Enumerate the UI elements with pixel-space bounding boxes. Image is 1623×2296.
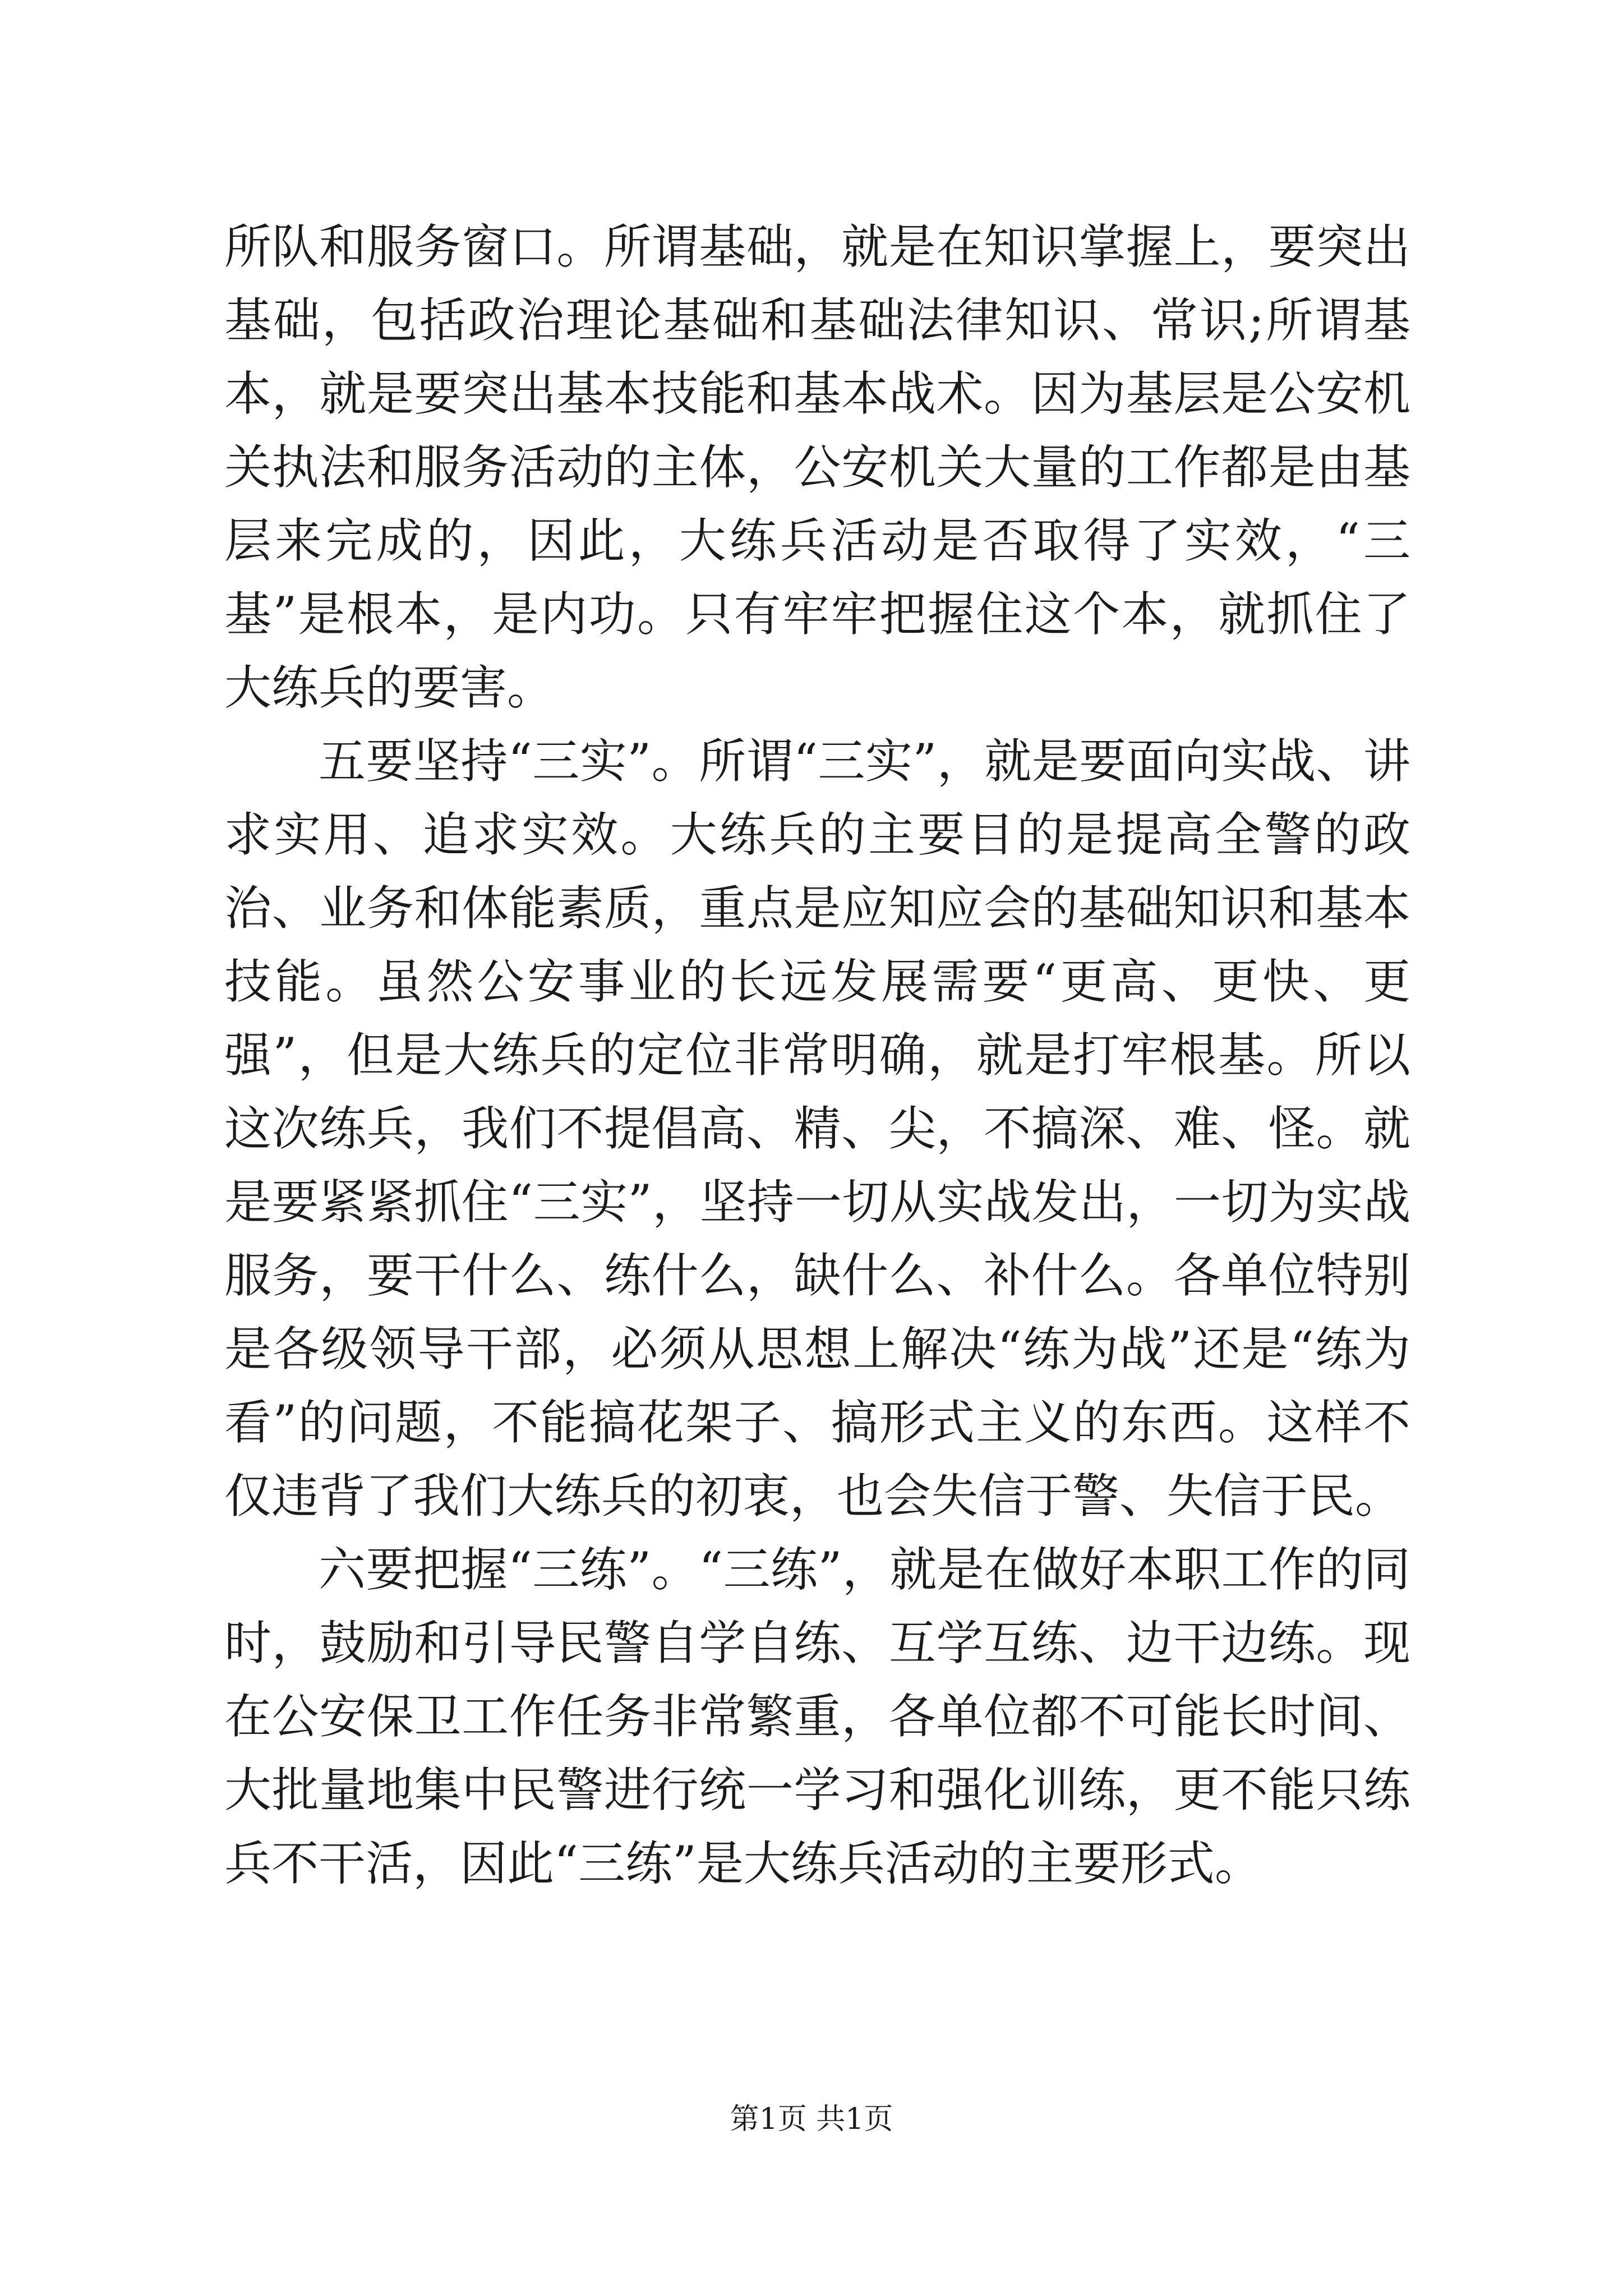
paragraph-five-three-shi: 五要坚持“三实”。所谓“三实”，就是要面向实战、讲求实用、追求实效。大练兵的主要目的是提高全警的政治、业务和体能素质，重点是应知应会的基础知识和基本技能。虽然公安事业的长远发展需要“更高、更快、更强”，但是大练兵的定位非常明确，就是打牢根基。所以这次练兵，我们不提倡高、精、尖，不搞深、难、怪。就是要紧紧抓住“三实”，坚持一切从实战发出，一切为实战服务，要干什么、练什么，缺什么、补什么。各单位特别是各级领导干部，必须从思想上解决“练为战”还是“练为看”的问题，不能搞花架子、搞形式主义的东西。这样不仅违背了我们大练兵的初衷，也会失信于警、失信于民。 xyxy=(224,734,1410,1524)
document-body xyxy=(224,210,1410,1901)
paragraph-continued: 所队和服务窗口。所谓基础，就是在知识掌握上，要突出基础，包括政治理论基础和基础法律知识、常识;所谓基本，就是要突出基本技能和基本战术。因为基层是公安机关执法和服务活动的主体，公安机关大量的工作都是由基层来完成的，因此，大练兵活动是否取得了实效，“三基”是根本，是内功。只有牢牢把握住这个本，就抓住了大练兵的要害。 xyxy=(224,219,1410,715)
page-footer: 第1页 共1页 xyxy=(730,2102,893,2136)
paragraph-six-three-lian: 六要把握“三练”。“三练”，就是在做好本职工作的同时，鼓励和引导民警自学自练、互学互练、边干边练。现在公安保卫工作任务非常繁重，各单位都不可能长时间、大批量地集中民警进行统一学习和强化训练，更不能只练兵不干活，因此“三练”是大练兵活动的主要形式。 xyxy=(224,1542,1410,1891)
